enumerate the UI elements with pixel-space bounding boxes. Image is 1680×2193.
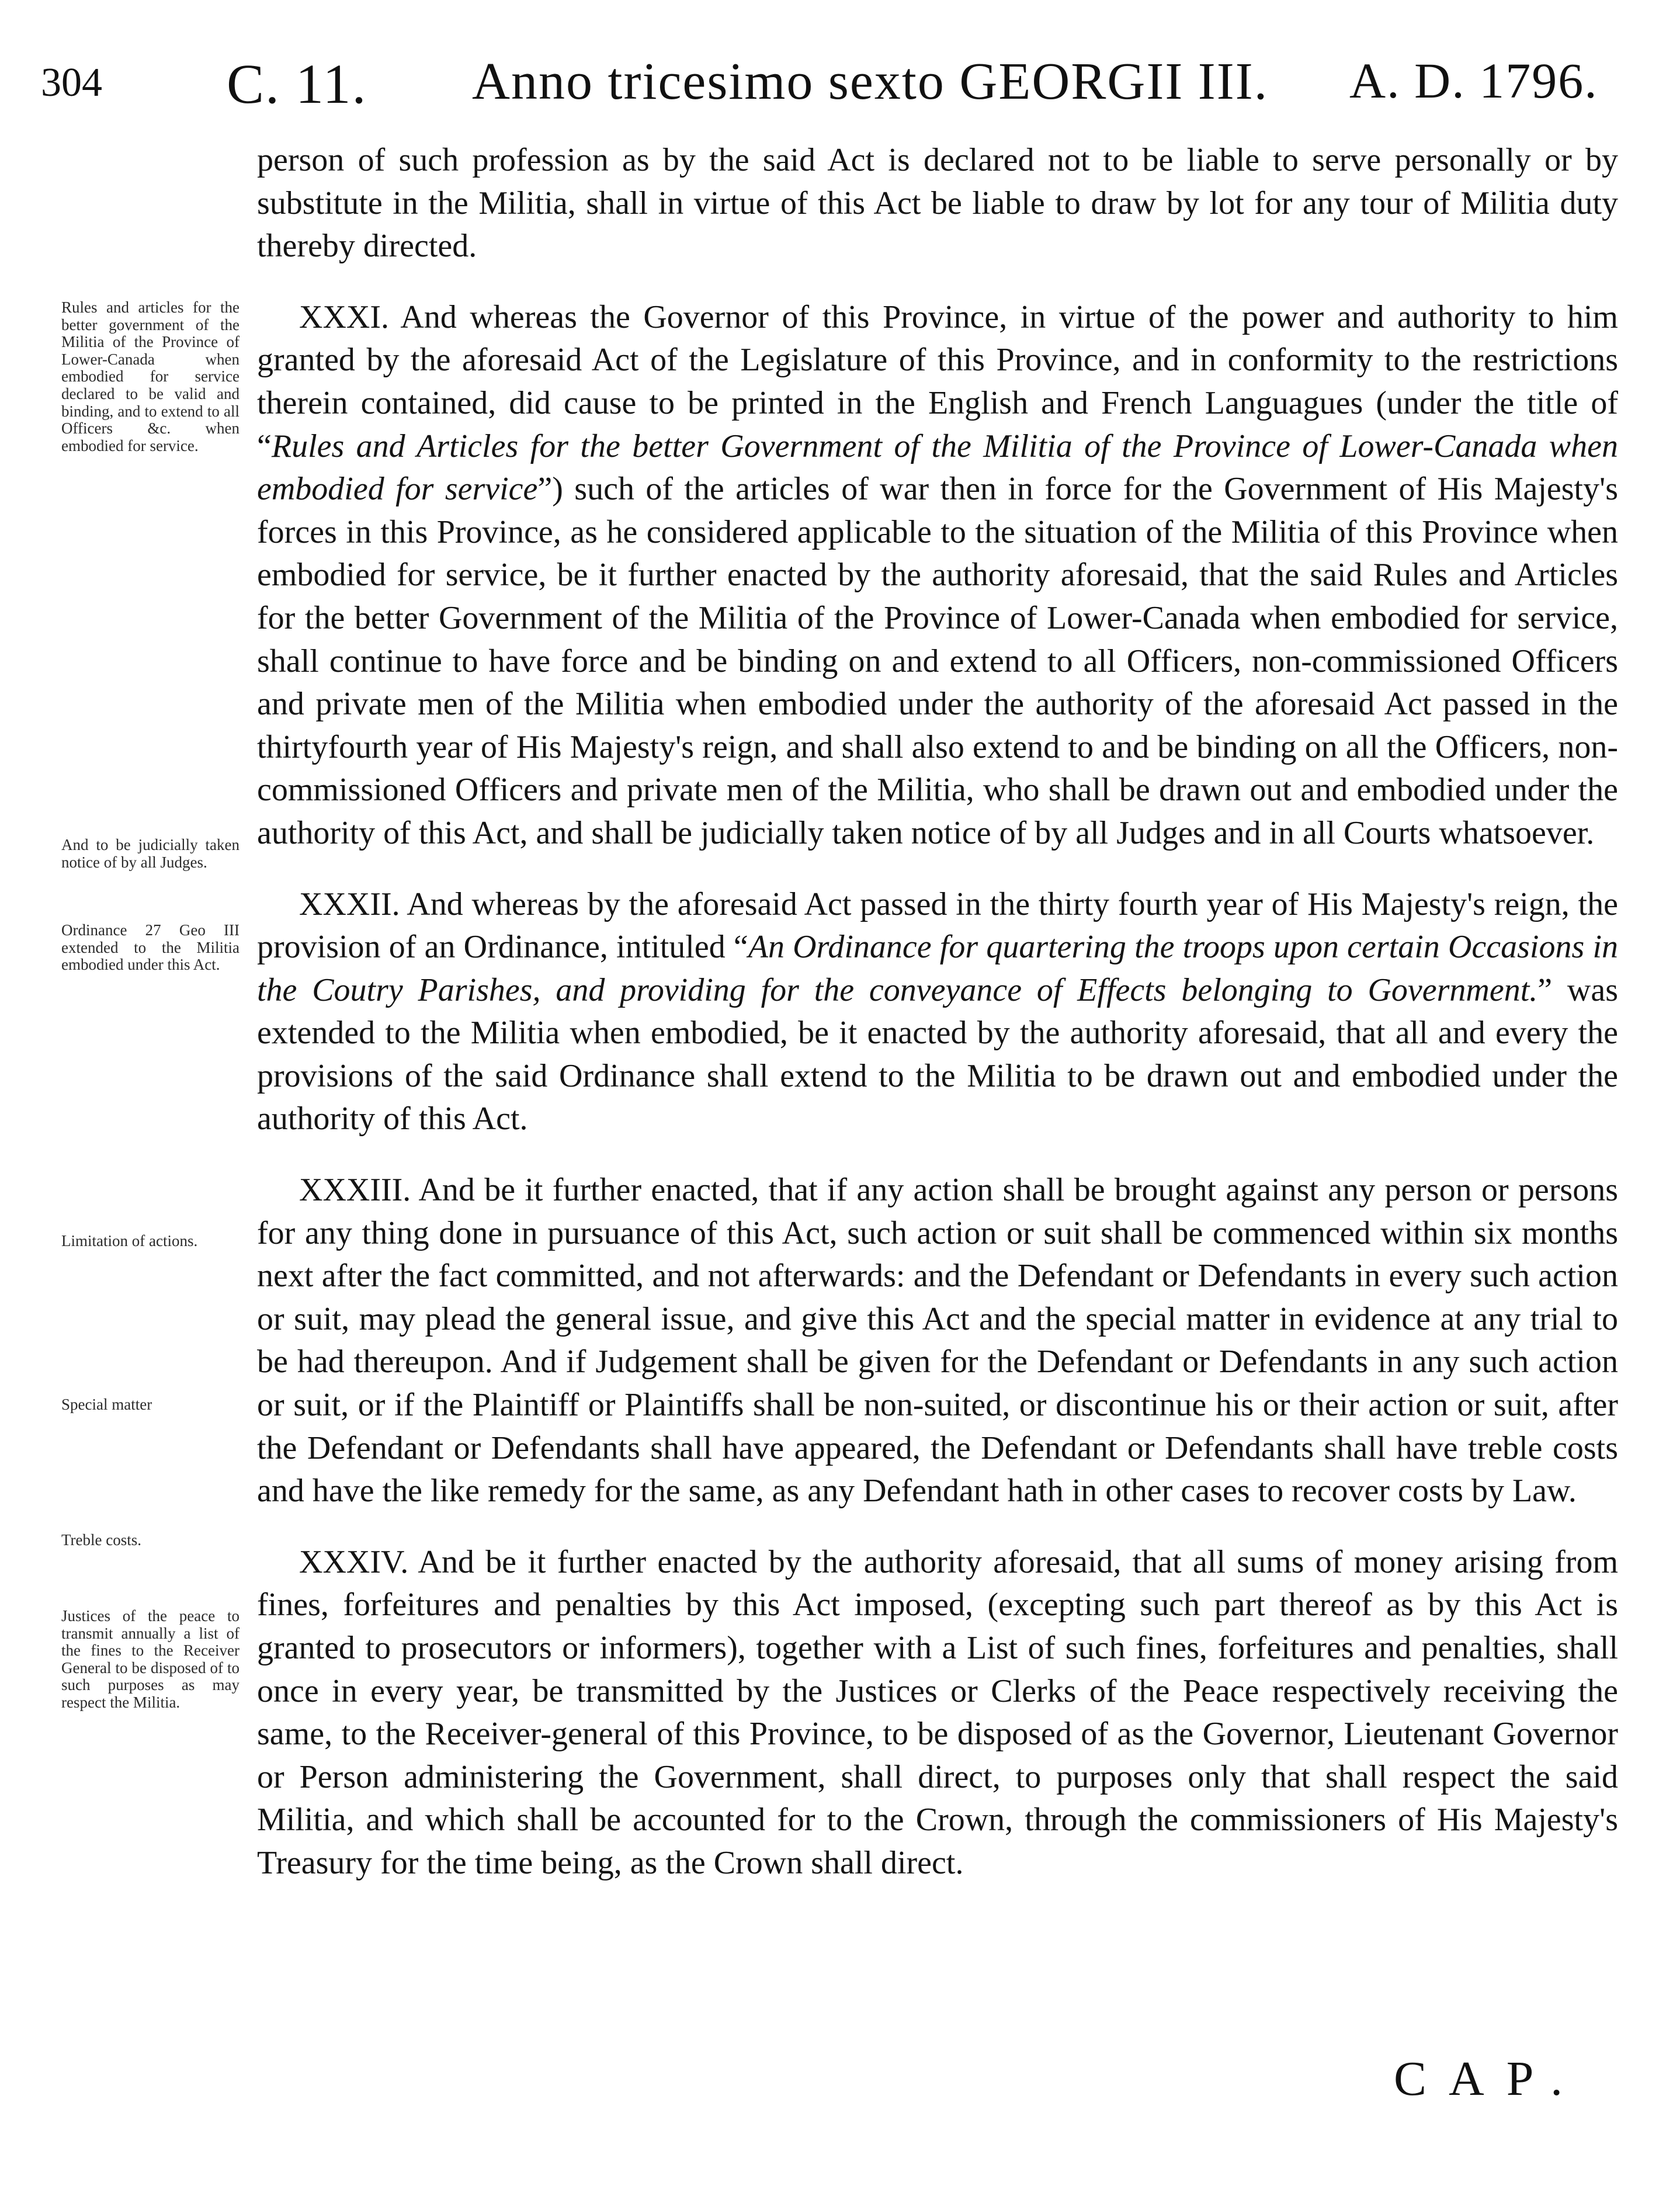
regnal-year: Anno tricesimo sexto GEORGII III. — [472, 53, 1269, 110]
section-xxxi-title: Rules and Articles for the better Government of the Militia of the Province of Lower-Canada when embodied for service — [257, 428, 1618, 508]
calendar-year: A. D. 1796. — [1349, 53, 1598, 109]
section-xxxi-text-a: XXXI. And whereas the Governor of this Province, in virtue of the power and authority to him granted by the aforesaid Act of the Legislature of this Province, and in conformity to the restrictions therein contained, did cause to be printed in the English and French Languagues (under the title of “ — [257, 299, 1618, 464]
section-xxxii-title: An Ordinance for quartering the troops upon certain Occasions in the Coutry Parishes, and providing for the conveyance of Effects belonging to Government. — [257, 929, 1619, 1008]
margin-note-treble-costs: Treble costs. — [61, 1531, 142, 1549]
margin-note-ordinance: Ordinance 27 Geo III extended to the Militia embodied under this Act. — [61, 921, 239, 974]
margin-note-justices: Justices of the peace to transmit annually a list of the fines to the Receiver General to be disposed of to such purposes as may respect the Militia. — [61, 1607, 239, 1711]
paragraph-continued: person of such profession as by the said Act is declared not to be liable to serve personally or by substitute in the Militia, shall in virtue of this Act be liable to draw by lot for any tour of Militia duty thereby directed. — [257, 142, 1618, 265]
margin-note-limitation: Limitation of actions. — [61, 1232, 198, 1250]
section-xxxiii: XXXIII. And be it further enacted, that if any action shall be brought against any person or persons for any thing done in pursuance of this Act, such action or suit shall be commenced within six months next after the fact committed, and not afterwards: and the Defendant or Defendants in every such action or suit, may plead the general issue, and give this Act and the special matter in evidence at any trial to be had thereupon. And if Judgement shall be given for the Defendant or Defendants in any such action or suit, or if the Plaintiff or Plaintiffs shall be non-suited, or discontinue his or their action or suit, after the Defendant or Defendants shall have appeared, the Defendant or Defendants shall have treble costs and have the like remedy for the same, as any Defendant hath in other cases to recover costs by Law. — [257, 1172, 1618, 1510]
section-xxxii-text-b: ” was extended to the Militia when embodied, be it enacted by the authority aforesaid, that all and every the provisions of the said Ordinance shall extend to the Militia to be drawn out and embodied under the authority of this Act. — [257, 971, 1618, 1137]
margin-note-rules-and-articles: Rules and articles for the better government of the Militia of the Province of Lower-Canada when embodied for service declared to be valid and binding, and to extend to all Officers &c. when embodied for service. — [61, 299, 239, 454]
page-number: 304 — [41, 60, 102, 105]
margin-note-judicial-notice: And to be judicially taken notice of by all Judges. — [61, 836, 239, 871]
chapter-number: C. 11. — [227, 53, 367, 115]
body-text — [257, 139, 1618, 1913]
section-xxxii-text-a: XXXII. And whereas by the aforesaid Act passed in the thirty fourth year of His Majesty's reign, the provision of an Ordinance, intituled “ — [257, 886, 1618, 966]
running-header — [41, 51, 1641, 116]
section-xxxii — [257, 883, 1618, 1141]
section-xxxiv: XXXIV. And be it further enacted by the authority aforesaid, that all sums of money arising from fines, forfeitures and penalties by this Act imposed, (excepting such part thereof as by this Act is granted to prosecutors or informers), together with a List of such fines, forfeitures and penalties, shall once in every year, be transmitted by the Justices or Clerks of the Peace respectively receiving the same, to the Receiver-general of this Province, to be disposed of as the Governor, Lieutenant Governor or Person administering the Government, shall direct, to purposes only that shall respect the said Militia, and which shall be accounted for to the Crown, through the commissioners of His Majesty's Treasury for the time being, as the Crown shall direct. — [257, 1543, 1618, 1881]
section-xxxi-text-b: ”) such of the articles of war then in force for the Government of His Majesty's forces in this Province, as he considered applicable to the situation of the Militia of this Province when embodied for service, be it further enacted by the authority aforesaid, that the said Rules and Articles for the better Government of the Militia of the Province of Lower-Canada when embodied for service, shall continue to have force and be binding on and extend to all Officers, non-commissioned Officers and private men of the Militia when embodied under the authority of the aforesaid Act passed in the thirtyfourth year of His Majesty's reign, and shall also extend to and be binding on all the Officers, non-commissioned Officers and private men of the Militia, who shall be drawn out and embodied under the authority of this Act, and shall be judicially taken notice of by all Judges and in all Courts whatsoever. — [257, 471, 1618, 851]
margin-note-special-matter: Special matter — [61, 1396, 152, 1413]
section-xxxi — [257, 296, 1618, 855]
catchword: CAP. — [1394, 2052, 1585, 2106]
